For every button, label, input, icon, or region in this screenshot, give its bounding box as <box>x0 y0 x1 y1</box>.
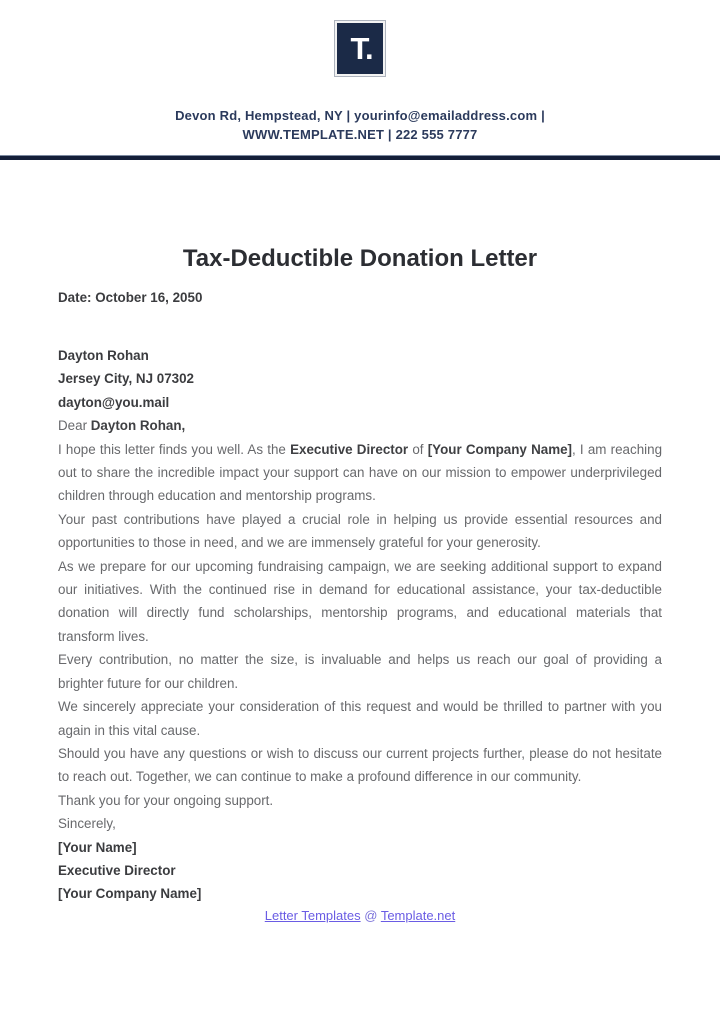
page-title: Tax-Deductible Donation Letter <box>182 245 538 272</box>
letter-paragraph: Should you have any questions or wish to discuss our current projects further, please do not hesitate to reach out. Together, we can continue to make a profound difference in our community. <box>58 745 662 785</box>
signature-line: Executive Director <box>58 862 176 878</box>
contact-line-2: WWW.TEMPLATE.NET | 222 555 7777 <box>242 127 478 142</box>
letter-templates-link[interactable]: Letter Templates <box>264 907 361 923</box>
signature-block <box>58 836 662 906</box>
date-line: Date: October 16, 2050 <box>58 290 203 305</box>
letter-paragraph: We sincerely appreciate your consideration of this request and would be thrilled to partner with you again in this vital cause. <box>58 699 662 738</box>
recipient-line: Dayton Rohan <box>58 348 149 363</box>
recipient-line: Jersey City, NJ 07302 <box>58 371 194 387</box>
letterhead <box>0 0 720 144</box>
letter-paragraph: I hope this letter finds you well. As the Executive Director of [Your Company Name], I am reaching out to share the incredible impact your support can have on our mission to empower underprivileged children through education and mentorship programs. <box>58 441 663 504</box>
template-logo <box>335 21 385 76</box>
letter-paragraph: Thank you for your ongoing support. <box>58 792 274 808</box>
letter-paragraph: As we prepare for our upcoming fundraising campaign, we are seeking additional support to expand our initiatives. With the continued rise in demand for educational assistance, your tax-deductible donation will directly fund scholarships, mentorship programs, and educational materials that transform lives. <box>58 558 662 644</box>
letter-paragraph: Your past contributions have played a crucial role in helping us provide essential resources and opportunities to those in need, and we are immensely grateful for your generosity. <box>58 511 662 551</box>
logo-t-icon: T. <box>350 31 373 66</box>
recipient-line: dayton@you.mail <box>58 394 170 410</box>
signature-line: [Your Company Name] <box>58 886 202 902</box>
letter-paragraph: Dear Dayton Rohan, <box>58 418 186 434</box>
letter-paragraph: Sincerely, <box>58 816 116 832</box>
letter-paragraph: Every contribution, no matter the size, is invaluable and helps us reach our goal of providing a brighter future for our children. <box>58 652 662 691</box>
letter-body <box>58 414 662 835</box>
recipient-block <box>58 344 662 414</box>
signature-line: [Your Name] <box>58 839 137 855</box>
contact-info <box>0 106 720 144</box>
letter-content <box>0 244 720 906</box>
footer-at-separator: @ <box>360 907 381 923</box>
header-divider <box>0 155 720 160</box>
template-net-link[interactable]: Template.net <box>380 907 456 923</box>
footer <box>0 907 720 925</box>
contact-line-1: Devon Rd, Hempstead, NY | yourinfo@emailaddress.com | <box>175 108 545 123</box>
